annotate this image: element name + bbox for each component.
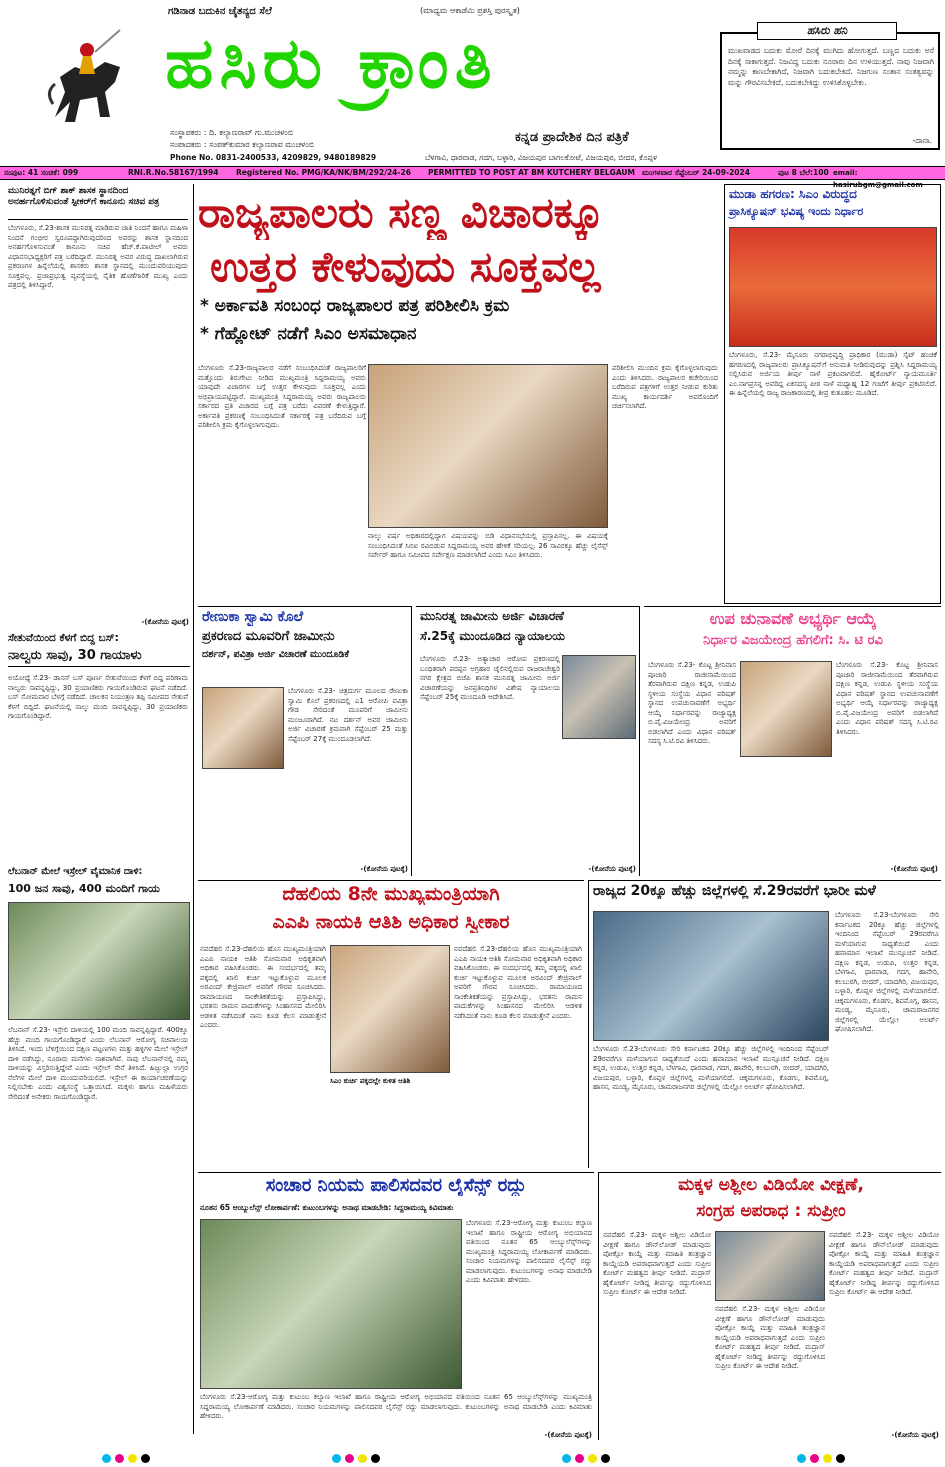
thought-box-title: ಹಸಿರು ಹನಿ [757, 22, 897, 40]
bypoll-text: ಬೆಂಗಳೂರು ಸೆ.23- ಕೊಟ್ಟ ಶ್ರೀನಿವಾಸ ಪೂಜಾರಿ ರಾಜೀನಾಮೆಯಿಂದ ತೆರವಾಗಿರುವ ದಕ್ಷಿಣ ಕನ್ನಡ, ಉಡುಪಿ ಸ್ಥಳೀಯ ಸಂಸ್ಥೆಯ ವಿಧಾನ ಪರಿಷತ್ ಸ್ಥಾನದ ಉಪಚುನಾವಣೆಗೆ ಅಭ್ಯರ್ಥಿ ಆಯ್ಕೆ ನಿರ್ಧಾರವನ್ನು ರಾಜ್ಯಾಧ್ಯಕ್ಷ ಬಿ.ವೈ.ವಿಜಯೇಂದ್ರ ಅವರಿಗೆ ಬಿಡಲಾಗಿದೆ ಎಂದು ವಿಧಾನ ಪರಿಷತ್ ಸದಸ್ಯ ಸಿ.ಟಿ.ರವಿ ತಿಳಿಸಿದರು. [648, 661, 736, 745]
renuka-headline-3: ದರ್ಶನ್, ಪವಿತ್ರಾ ಅರ್ಜಿ ವಿಚಾರಣೆ ಮುಂದೂಡಿಕೆ [202, 649, 350, 660]
license-subhead: ನೂತನ 65 ಆಂಬ್ಯುಲೆನ್ಸ್ ಲೋಕಾರ್ಪಣೆ: ಕುಟುಂಬಗಳನ್ನು ಅನಾಥ ಮಾಡಬೇಡಿ: ಸಿದ್ದರಾಮಯ್ಯ ಕಿವಿಮಾತು [200, 1203, 454, 1212]
issue-number: ಸಂಪುಟ: 41 ಸಂಚಿಕೆ: 099 [4, 168, 79, 177]
rain-text-right: ಬೆಂಗಳೂರು ಸೆ.23-ಬೆಂಗಳೂರು ಸೇರಿ ಕರ್ನಾಟಕದ 20ಕ್ಕೂ ಹೆಚ್ಚು ಜಿಲ್ಲೆಗಳಲ್ಲಿ ಇಂದಿನಿಂದ ಸೆಪ್ಟೆಂಬರ್ 29ರವರೆಗೂ ಮಳೆಯಾಗುವ ಸಾಧ್ಯತೆಯಿದೆ ಎಂದು ಹವಾಮಾನ ಇಲಾಖೆ ಮುನ್ಸೂಚನೆ ನೀಡಿದೆ. ದಕ್ಷಿಣ ಕನ್ನಡ, ಉಡುಪಿ, ಉತ್ತರ ಕನ್ನಡ, ಬೆಳಗಾವಿ, ಧಾರವಾಡ, ಗದಗ, ಹಾವೇರಿ, ಕಲಬುರಗಿ, ಬೀದರ್, ಯಾದಗಿರಿ, ವಿಜಯಪುರ, ಬಳ್ಳಾರಿ, ಕೊಪ್ಪಳ ಜಿಲ್ಲೆಗಳಲ್ಲಿ ಮಳೆಯಾಗಲಿದೆ. ಚಿಕ್ಕಮಗಳೂರು, ಕೊಡಗು, ಶಿವಮೊಗ್ಗ, ಹಾಸನ, ಮಂಡ್ಯ, ಮೈಸೂರು, ಚಾಮರಾಜನಗರ ಜಿಲ್ಲೆಗಳಲ್ಲಿ ಯೆಲ್ಲೋ ಅಲರ್ಟ್ ಘೋಷಿಸಲಾಗಿದೆ. [835, 911, 939, 1033]
bypoll-text-right: ಬೆಂಗಳೂರು ಸೆ.23- ಕೊಟ್ಟ ಶ್ರೀನಿವಾಸ ಪೂಜಾರಿ ರಾಜೀನಾಮೆಯಿಂದ ತೆರವಾಗಿರುವ ದಕ್ಷಿಣ ಕನ್ನಡ, ಉಡುಪಿ ಸ್ಥಳೀಯ ಸಂಸ್ಥೆಯ ವಿಧಾನ ಪರಿಷತ್ ಸ್ಥಾನದ ಉಪಚುನಾವಣೆಗೆ ಅಭ್ಯರ್ಥಿ ಆಯ್ಕೆ ನಿರ್ಧಾರವನ್ನು ರಾಜ್ಯಾಧ್ಯಕ್ಷ ಬಿ.ವೈ.ವಿಜಯೇಂದ್ರ ಅವರಿಗೆ ಬಿಡಲಾಗಿದೆ ಎಂದು ವಿಧಾನ ಪರಿಷತ್ ಸದಸ್ಯ ಸಿ.ಟಿ.ರವಿ ತಿಳಿಸಿದರು. [836, 661, 938, 736]
munirathna-photo [562, 655, 636, 739]
muda-headline-2: ಪ್ರಾಸಿಕ್ಯೂಷನ್ ಭವಿಷ್ಯ ಇಂದು ನಿರ್ಧಾರ [729, 205, 864, 218]
issue-date: ಮಂಗಳವಾರ ಸೆಪ್ಟೆಂಬರ್ 24-09-2024 [642, 168, 750, 177]
delhi-story [198, 880, 584, 1168]
left-column [4, 184, 194, 1434]
bypoll-byline: -(ಕೋನೆಯ ಪುಟಕ್ಕೆ) [890, 865, 938, 873]
left-story-headline: ಮುನಿರತ್ನಗೆ ಬಿಗ್ ಶಾಕ್ ಶಾಸಕ ಸ್ಥಾನದಿಂದ ಅನರ್ಹಗೊಳಿಸುವಂತೆ ಸ್ಪೀಕರ್‌ಗೆ ಕಾನೂನು ಸಚಿವ ಪತ್ರ [8, 186, 188, 220]
renuka-photo [202, 687, 284, 769]
rider-logo-icon [35, 22, 135, 142]
license-text-right: ಬೆಂಗಳೂರು ಸೆ.23-ಆರೋಗ್ಯ ಮತ್ತು ಕುಟುಂಬ ಕಲ್ಯಾಣ ಇಲಾಖೆ ಹಾಗೂ ರಾಷ್ಟ್ರೀಯ ಆರೋಗ್ಯ ಅಭಿಯಾನದ ವತಿಯಿಂದ ನೂತನ 65 ಆಂಬ್ಯುಲೆನ್ಸ್‌ಗಳನ್ನು ಮುಖ್ಯಮಂತ್ರಿ ಸಿದ್ದರಾಮಯ್ಯ ಲೋಕಾರ್ಪಣೆ ಮಾಡಿದರು. ಸಂಚಾರ ನಿಯಮಗಳನ್ನು ಪಾಲಿಸದವರ ಲೈಸೆನ್ಸ್ ರದ್ದು ಮಾಡಲಾಗುವುದು. ಕುಟುಂಬಗಳನ್ನು ಅನಾಥ ಮಾಡಬೇಡಿ ಎಂದು ಕಿವಿಮಾತು ಹೇಳಿದರು. [466, 1219, 592, 1284]
delhi-text-right: ನವದೆಹಲಿ ಸೆ.23-ದೆಹಲಿಯ ಹೊಸ ಮುಖ್ಯಮಂತ್ರಿಯಾಗಿ ಎಎಪಿ ನಾಯಕಿ ಆತಿಶಿ ಸೋಮವಾರ ಅಧಿಕೃತವಾಗಿ ಅಧಿಕಾರ ವಹಿಸಿಕೊಂಡರು. ಈ ಸಂದರ್ಭದಲ್ಲಿ ತಮ್ಮ ಪಕ್ಕದಲ್ಲಿ ಖಾಲಿ ಕುರ್ಚಿ ಇಟ್ಟುಕೊಳ್ಳುವ ಮೂಲಕ ಅರವಿಂದ್ ಕೇಜ್ರಿವಾಲ್ ಅವರಿಗೆ ಗೌರವ ಸೂಚಿಸಿದರು. ರಾಮಾಯಣದ ಸಾಂಕೇತಿಕತೆಯನ್ನು ಪ್ರಸ್ತಾಪಿಸಿದ್ದು, ಭರತನು ರಾಮನ ಪಾದುಕೆಗಳನ್ನು ಸಿಂಹಾಸನದ ಮೇಲಿರಿಸಿ ಆಡಳಿತ ನಡೆಸಿದಂತೆ ನಾನು ಕೂಡ ಕೆಲಸ ಮಾಡುತ್ತೇನೆ ಎಂದರು. [454, 945, 582, 1020]
lead-col1: ಬೆಂಗಳೂರು ಸೆ.23-ರಾಜ್ಯಪಾಲರ ನಡೆಗೆ ಸಂಬಂಧಿಸಿದಂತೆ ರಾಜ್ಯಪಾಲರಿಗೆ ಮತ್ತೊಂದು ತಿರುಗೇಟು ನೀಡಿದ ಮುಖ್ಯಮಂತ್ರಿ ಸಿದ್ದರಾಮಯ್ಯ ಅವರು ಯಾವುದೇ ವಿಚಾರಗಳ ಬಗ್ಗೆ ಉತ್ತರ ಕೇಳುವುದು ಸೂಕ್ತವಲ್ಲ ಎಂದು ಅಭಿಪ್ರಾಯಪಟ್ಟಿದ್ದಾರೆ. ಮುಖ್ಯಮಂತ್ರಿ ಸಿದ್ದರಾಮಯ್ಯ ಅವರು ರಾಜ್ಯಪಾಲರು ಸರ್ಕಾರದ ಪ್ರತಿ ವಿಚಾರದ ಬಗ್ಗೆ ಪತ್ರ ಬರೆದು ವಿವರಣೆ ಕೇಳುತ್ತಿದ್ದಾರೆ. ಅರ್ಕಾವತಿ ಪ್ರಕರಣಕ್ಕೆ ಸಂಬಂಧಿಸಿದಂತೆ ಸರ್ಕಾರಕ್ಕೆ ಪತ್ರ ಬರೆದಿರುವ ಬಗ್ಗೆ ಪರಿಶೀಲಿಸಿ ಕ್ರಮ ಕೈಗೊಳ್ಳಲಾಗುವುದು. [198, 364, 366, 429]
supreme-byline: -(ಕೋನೆಯ ಪುಟಕ್ಕೆ) [891, 1431, 939, 1439]
bus-text: ಅಯೋಧ್ಯೆ ಸೆ.23- ಡಾಸನ್ ಬಸ್ ಪೂರ್ಣ ಸೇತುವೆಯಿಂದ ಕೆಳಗೆ ಬಿದ್ದ ಪರಿಣಾಮ ನಾಲ್ವರು ಸಾವನ್ನಪ್ಪಿದ್ದು, 30 ಪ್ರಯಾಣಿಕರು ಗಾಯಗೊಂಡಿರುವ ಘಟನೆ ನಡೆದಿದೆ. ಬಸ್ ಸೋಮವಾರ ಬೆಳಗ್ಗೆ ನಡೆದಿದೆ. ಚಾಲಕನ ನಿಯಂತ್ರಣ ತಪ್ಪಿ ಸಮೀಪದ ಸೇತುವೆ ಕೆಳಗೆ ಬಿದ್ದಿದೆ. ಘಟನೆಯಲ್ಲಿ ನಾಲ್ಕು ಮಂದಿ ಸಾವನ್ನಪ್ಪಿದ್ದು, 30 ಪ್ರಯಾಣಿಕರು ಗಾಯಗೊಂಡಿದ್ದಾರೆ. [8, 674, 188, 720]
registration-marks-center [330, 1448, 390, 1460]
license-byline: -(ಕೋನೆಯ ಪುಟಕ್ಕೆ) [544, 1431, 592, 1439]
permit: PERMITTED TO POST AT BM KUTCHERY BELGAUM [428, 168, 635, 177]
lead-headline-2: ಉತ್ತರ ಕೇಳುವುದು ಸೂಕ್ತವಲ್ಲ [210, 242, 601, 291]
muda-photo [729, 227, 937, 347]
renuka-text: ಬೆಂಗಳೂರು ಸೆ.23- ಚಿತ್ರದುರ್ಗ ಮೂಲದ ರೇಣುಕಾ ಸ್ವಾಮಿ ಕೊಲೆ ಪ್ರಕರಣದಲ್ಲಿ ಎ1 ಆರೋಪಿ ಪವಿತ್ರಾ ಗೌಡ ಸೇರಿದಂತೆ ಮೂವರಿಗೆ ಜಾಮೀನು ಮಂಜೂರಾಗಿದೆ. ನಟ ದರ್ಶನ್ ಅವರ ಜಾಮೀನು ಅರ್ಜಿ ವಿಚಾರಣೆ ಕ್ರಮವಾಗಿ ಸೆಪ್ಟೆಂಬರ್ 25 ಮತ್ತು ಸೆಪ್ಟೆಂಬರ್ 27ಕ್ಕೆ ಮುಂದೂಡಲಾಗಿದೆ. [288, 687, 408, 743]
email: email: hasirubgm@gmail.com [833, 169, 923, 189]
regions: ಬೆಳಗಾವಿ, ಧಾರವಾಡ, ಗದಗ, ಬಳ್ಳಾರಿ, ವಿಜಯಪುರ ಬಾಗಲಕೋಟೆ, ವಿಜಯಪುರ, ಬೀದರ, ಕೊಪ್ಪಳ [425, 153, 658, 162]
delhi-headline-1: ದೆಹಲಿಯ 8ನೇ ಮುಖ್ಯಮಂತ್ರಿಯಾಗಿ [282, 883, 500, 905]
lebanon-headline-2: 100 ಜನ ಸಾವು, 400 ಮಂದಿಗೆ ಗಾಯ [8, 882, 160, 895]
bypoll-headline-2: ನಿರ್ಧಾರ ವಿಜಯೇಂದ್ರ ಹೆಗಲಿಗೆ: ಸಿ. ಟಿ ರವಿ [703, 633, 883, 648]
subtitle: ಕನ್ನಡ ಪ್ರಾದೇಶಿಕ ದಿನ ಪತ್ರಿಕೆ [515, 130, 629, 145]
supreme-headline-2: ಸಂಗ್ರಹ ಅಪರಾಧ : ಸುಪ್ರೀಂ [696, 1201, 846, 1221]
lebanon-text: ಲೆಬನಾನ್ ಸೆ.23- ಇಸ್ರೇಲಿ ದಾಳಿಯಲ್ಲಿ 100 ಮಂದಿ ಸಾವನ್ನಪ್ಪಿದ್ದಾರೆ. 400ಕ್ಕೂ ಹೆಚ್ಚು ಮಂದಿ ಗಾಯಗೊಂಡಿದ್ದಾರೆ ಎಂದು ಲೆಬನಾನ್ ಆರೋಗ್ಯ ಸಚಿವಾಲಯ ತಿಳಿಸಿದೆ. ಇಂದು ಬೆಳಿಗ್ಗೆಯಿಂದ ದಕ್ಷಿಣ ಪಟ್ಟಣಗಳು ಮತ್ತು ಹಳ್ಳಿಗಳ ಮೇಲೆ ಇಸ್ರೇಲ್ ದಾಳಿ ನಡೆಸಿದ್ದು, ನೂರಾರು ಮನೆಗಳು ನಾಶವಾಗಿವೆ. ನಾವು ಲೆಬನಾನ್‌ನಲ್ಲಿ ನಮ್ಮ ದಾಳಿಯನ್ನು ವಿಸ್ತರಿಸುತ್ತಿದ್ದೇವೆ ಎಂದು ಇಸ್ರೇಲ್ ಸೇನೆ ತಿಳಿಸಿದೆ. ಹಿಜ್ಬುಲ್ಲಾ ಉಗ್ರರ ನೆಲೆಗಳ ಮೇಲೆ ದಾಳಿ ಮುಂದುವರಿಯಲಿದೆ. ಇಸ್ರೇಲ್ ಈ ಕಾರ್ಯಾಚರಣೆಯನ್ನು ನಿಲ್ಲಿಸಬೇಕು ಎಂದು ವಿಶ್ವಸಂಸ್ಥೆ ಒತ್ತಾಯಿಸಿದೆ. ಮಕ್ಕಳು ಹಾಗೂ ಮಹಿಳೆಯರು ಸೇರಿದಂತೆ ಅನೇಕರು ಗಾಯಗೊಂಡಿದ್ದಾರೆ. [8, 1026, 188, 1101]
bus-headline-1: ಸೇತುವೆಯಿಂದ ಕೆಳಗೆ ಬಿದ್ದ ಬಸ್: [8, 632, 119, 644]
lead-bullet-2: * ಗೆಹ್ಲೋಟ್ ನಡೆಗೆ ಸಿಎಂ ಅಸಮಾಧಾನ [200, 324, 417, 344]
bypoll-photo [740, 661, 832, 757]
phone: Phone No. 0831-2400533, 4209829, 9480189829 [170, 153, 377, 162]
rain-story [588, 880, 941, 1168]
munirathna-text: ಬೆಂಗಳೂರು ಸೆ.23- ಅತ್ಯಾಚಾರ ಆರೋಪ ಪ್ರಕರಣದಲ್ಲಿ ಬಂಧಿತರಾಗಿ ಪರಪ್ಪನ ಅಗ್ರಹಾರ ಜೈಲಿನಲ್ಲಿರುವ ರಾಜರಾಜೇಶ್ವರಿ ನಗರ ಕ್ಷೇತ್ರದ ಬಿಜೆಪಿ ಶಾಸಕ ಮುನಿರತ್ನ ಜಾಮೀನು ಅರ್ಜಿ ವಿಚಾರಣೆಯನ್ನು ಜನಪ್ರತಿನಿಧಿಗಳ ವಿಶೇಷ ನ್ಯಾಯಾಲಯ ಸೆಪ್ಟೆಂಬರ್ 25ಕ್ಕೆ ಮುಂದೂಡಿ ಆದೇಶಿಸಿದೆ. [420, 655, 560, 701]
renuka-story [198, 606, 412, 876]
rain-text: ಬೆಂಗಳೂರು ಸೆ.23-ಬೆಂಗಳೂರು ಸೇರಿ ಕರ್ನಾಟಕದ 20ಕ್ಕೂ ಹೆಚ್ಚು ಜಿಲ್ಲೆಗಳಲ್ಲಿ ಇಂದಿನಿಂದ ಸೆಪ್ಟೆಂಬರ್ 29ರವರೆಗೂ ಮಳೆಯಾಗುವ ಸಾಧ್ಯತೆಯಿದೆ ಎಂದು ಹವಾಮಾನ ಇಲಾಖೆ ಮುನ್ಸೂಚನೆ ನೀಡಿದೆ. ದಕ್ಷಿಣ ಕನ್ನಡ, ಉಡುಪಿ, ಉತ್ತರ ಕನ್ನಡ, ಬೆಳಗಾವಿ, ಧಾರವಾಡ, ಗದಗ, ಹಾವೇರಿ, ಕಲಬುರಗಿ, ಬೀದರ್, ಯಾದಗಿರಿ, ವಿಜಯಪುರ, ಬಳ್ಳಾರಿ, ಕೊಪ್ಪಳ ಜಿಲ್ಲೆಗಳಲ್ಲಿ ಮಳೆಯಾಗಲಿದೆ. ಚಿಕ್ಕಮಗಳೂರು, ಕೊಡಗು, ಶಿವಮೊಗ್ಗ, ಹಾಸನ, ಮಂಡ್ಯ, ಮೈಸೂರು, ಚಾಮರಾಜನಗರ ಜಿಲ್ಲೆಗಳಲ್ಲಿ ಯೆಲ್ಲೋ ಅಲರ್ಟ್ ಘೋಷಿಸಲಾಗಿದೆ. [593, 1045, 829, 1091]
muda-text: ಬೆಂಗಳೂರು, ಸೆ.23- ಮೈಸೂರು ನಗರಾಭಿವೃದ್ಧಿ ಪ್ರಾಧಿಕಾರ (ಮುಡಾ) ಸೈಟ್ ಹಂಚಿಕೆ ಹಗರಣದಲ್ಲಿ ರಾಜ್ಯಪಾಲರು ಪ್ರಾಸಿಕ್ಯೂಷನ್‌ಗೆ ಅನುಮತಿ ನೀಡಿರುವುದನ್ನು ಪ್ರಶ್ನಿಸಿ ಸಿದ್ದರಾಮಯ್ಯ ಸಲ್ಲಿಸಿರುವ ಅರ್ಜಿಯ ತೀರ್ಪು ನಾಳೆ ಪ್ರಕಟವಾಗಲಿದೆ. ಹೈಕೋರ್ಟ್ ನ್ಯಾಯಮೂರ್ತಿ ಎಂ.ನಾಗಪ್ರಸನ್ನ ಅವರಿದ್ದ ಏಕಸದಸ್ಯ ಪೀಠ ನಾಳೆ ಮಧ್ಯಾಹ್ನ 12 ಗಂಟೆಗೆ ತೀರ್ಪು ಪ್ರಕಟಿಸಲಿದೆ. ಈ ಹಿನ್ನೆಲೆಯಲ್ಲಿ ರಾಜ್ಯ ರಾಜಕಾರಣದಲ್ಲಿ ತೀವ್ರ ಕುತೂಹಲ ಮೂಡಿದೆ. [729, 351, 937, 397]
munirathna-headline-1: ಮುನಿರತ್ನ ಜಾಮೀನು ಅರ್ಜಿ ವಿಚಾರಣೆ [420, 609, 564, 623]
thought-box [720, 24, 940, 150]
newspaper-title: ಹಸಿರು ಕ್ರಾಂತಿ [165, 22, 498, 104]
renuka-byline: -(ಕೋನೆಯ ಪುಟಕ್ಕೆ) [360, 865, 408, 873]
registration-marks-center2 [560, 1448, 620, 1460]
lead-headline-1: ರಾಜ್ಯಪಾಲರು ಸಣ್ಣ ವಿಚಾರಕ್ಕೂ [198, 188, 604, 237]
delhi-text: ನವದೆಹಲಿ ಸೆ.23-ದೆಹಲಿಯ ಹೊಸ ಮುಖ್ಯಮಂತ್ರಿಯಾಗಿ ಎಎಪಿ ನಾಯಕಿ ಆತಿಶಿ ಸೋಮವಾರ ಅಧಿಕೃತವಾಗಿ ಅಧಿಕಾರ ವಹಿಸಿಕೊಂಡರು. ಈ ಸಂದರ್ಭದಲ್ಲಿ ತಮ್ಮ ಪಕ್ಕದಲ್ಲಿ ಖಾಲಿ ಕುರ್ಚಿ ಇಟ್ಟುಕೊಳ್ಳುವ ಮೂಲಕ ಅರವಿಂದ್ ಕೇಜ್ರಿವಾಲ್ ಅವರಿಗೆ ಗೌರವ ಸೂಚಿಸಿದರು. ರಾಮಾಯಣದ ಸಾಂಕೇತಿಕತೆಯನ್ನು ಪ್ರಸ್ತಾಪಿಸಿದ್ದು, ಭರತನು ರಾಮನ ಪಾದುಕೆಗಳನ್ನು ಸಿಂಹಾಸನದ ಮೇಲಿರಿಸಿ ಆಡಳಿತ ನಡೆಸಿದಂತೆ ನಾನು ಕೂಡ ಕೆಲಸ ಮಾಡುತ್ತೇನೆ ಎಂದರು. [200, 945, 326, 1029]
supreme-story [598, 1172, 941, 1440]
thought-box-signature: -ದಾನಾ. [912, 136, 932, 145]
bypoll-headline-1: ಉಪ ಚುನಾವಣೆ ಅಭ್ಯರ್ಥಿ ಆಯ್ಕೆ [709, 609, 877, 628]
right-top-box [724, 184, 941, 604]
lead-bullet-1: * ಅರ್ಕಾವತಿ ಸಂಬಂಧ ರಾಜ್ಯಪಾಲರ ಪತ್ರ ಪರಿಶೀಲಿಸಿ ಕ್ರಮ [200, 296, 510, 316]
rni-number: RNI.R.No.58167/1994 [128, 168, 219, 177]
license-text: ಬೆಂಗಳೂರು ಸೆ.23-ಆರೋಗ್ಯ ಮತ್ತು ಕುಟುಂಬ ಕಲ್ಯಾಣ ಇಲಾಖೆ ಹಾಗೂ ರಾಷ್ಟ್ರೀಯ ಆರೋಗ್ಯ ಅಭಿಯಾನದ ವತಿಯಿಂದ ನೂತನ 65 ಆಂಬ್ಯುಲೆನ್ಸ್‌ಗಳನ್ನು ಮುಖ್ಯಮಂತ್ರಿ ಸಿದ್ದರಾಮಯ್ಯ ಲೋಕಾರ್ಪಣೆ ಮಾಡಿದರು. ಸಂಚಾರ ನಿಯಮಗಳನ್ನು ಪಾಲಿಸದವರ ಲೈಸೆನ್ಸ್ ರದ್ದು ಮಾಡಲಾಗುವುದು. ಕುಟುಂಬಗಳನ್ನು ಅನಾಥ ಮಾಡಬೇಡಿ ಎಂದು ಕಿವಿಮಾತು ಹೇಳಿದರು. [200, 1393, 592, 1420]
lebanon-headline-1: ಲೆಬನಾನ್ ಮೇಲೆ ಇಸ್ರೇಲ್ ವೈಮಾನಿಕ ದಾಳಿ: [8, 866, 143, 877]
license-photo [200, 1219, 462, 1389]
price: ಪುಟ 8 ಬೆಲೆ:100 [778, 168, 829, 177]
delhi-photo [330, 945, 450, 1073]
registration-marks-right [795, 1448, 855, 1460]
info-bar [0, 166, 945, 189]
lead-col2: ಪರಿಶೀಲಿಸಿ ಮುಂದಿನ ಕ್ರಮ ಕೈಗೊಳ್ಳಲಾಗುವುದು ಎಂದು ತಿಳಿಸಿದರು. ರಾಜ್ಯಪಾಲರ ಕಚೇರಿಯಿಂದ ಬರೆದಿರುವ ಪತ್ರಗಳಿಗೆ ಉತ್ತರ ನೀಡುವ ಕುರಿತು ಮುಖ್ಯ ಕಾರ್ಯದರ್ಶಿ ಅವರೊಂದಿಗೆ ಚರ್ಚಿಸಲಾಗಿದೆ. [612, 364, 718, 410]
left-story-text: ಬೆಂಗಳೂರು, ಸೆ.23-ಶಾಸಕ ಮುನಿರತ್ನ ಮಾಡಿರುವ ಜಾತಿ ನಿಂದನೆ ಹಾಗೂ ಮಹಿಳಾ ನಿಂದನೆ ಗಂಭೀರ ಸ್ವರೂಪದ್ದಾಗಿರುವುದರಿಂದ ಅವರನ್ನು ಶಾಸಕ ಸ್ಥಾನದಿಂದ ಅನರ್ಹಗೊಳಿಸುವಂತೆ ಕಾನೂನು ಸಚಿವ ಹೆಚ್.ಕೆ.ಪಾಟೀಲ್ ಅವರು ವಿಧಾನಸಭಾಧ್ಯಕ್ಷರಿಗೆ ಪತ್ರ ಬರೆದಿದ್ದಾರೆ. ಮುನಿರತ್ನ ಅವರ ವಿರುದ್ಧ ದಾಖಲಾಗಿರುವ ಪ್ರಕರಣಗಳ ಹಿನ್ನೆಲೆಯಲ್ಲಿ ಶಾಸಕರು ಶಾಸಕ ಸ್ಥಾನದಲ್ಲಿ ಮುಂದುವರಿಯುವುದು ಸೂಕ್ತವಲ್ಲ. ಪ್ರಜಾಪ್ರಭುತ್ವ ವ್ಯವಸ್ಥೆಯಲ್ಲಿ ನೈತಿಕ ಹೊಣೆಗಾರಿಕೆ ಮುಖ್ಯ ಎಂದು ಪತ್ರದಲ್ಲಿ ತಿಳಿಸಿದ್ದಾರೆ. [8, 224, 188, 289]
supreme-text-right: ನವದೆಹಲಿ ಸೆ.23- ಮಕ್ಕಳ ಅಶ್ಲೀಲ ವಿಡಿಯೋ ವೀಕ್ಷಣೆ ಹಾಗೂ ಡೌನ್‌ಲೋಡ್ ಮಾಡುವುದು ಪೋಕ್ಸೋ ಕಾಯ್ದೆ ಮತ್ತು ಮಾಹಿತಿ ತಂತ್ರಜ್ಞಾನ ಕಾಯ್ದೆಯಡಿ ಅಪರಾಧವಾಗುತ್ತದೆ ಎಂದು ಸುಪ್ರೀಂ ಕೋರ್ಟ್ ಮಹತ್ವದ ತೀರ್ಪು ನೀಡಿದೆ. ಮದ್ರಾಸ್ ಹೈಕೋರ್ಟ್ ನೀಡಿದ್ದ ತೀರ್ಪನ್ನು ರದ್ದುಗೊಳಿಸಿದ ಸುಪ್ರೀಂ ಕೋರ್ಟ್ ಈ ಆದೇಶ ನೀಡಿದೆ. [829, 1231, 939, 1296]
supreme-text-mid: ನವದೆಹಲಿ ಸೆ.23- ಮಕ್ಕಳ ಅಶ್ಲೀಲ ವಿಡಿಯೋ ವೀಕ್ಷಣೆ ಹಾಗೂ ಡೌನ್‌ಲೋಡ್ ಮಾಡುವುದು ಪೋಕ್ಸೋ ಕಾಯ್ದೆ ಮತ್ತು ಮಾಹಿತಿ ತಂತ್ರಜ್ಞಾನ ಕಾಯ್ದೆಯಡಿ ಅಪರಾಧವಾಗುತ್ತದೆ ಎಂದು ಸುಪ್ರೀಂ ಕೋರ್ಟ್ ಮಹತ್ವದ ತೀರ್ಪು ನೀಡಿದೆ. ಮದ್ರಾಸ್ ಹೈಕೋರ್ಟ್ ನೀಡಿದ್ದ ತೀರ್ಪನ್ನು ರದ್ದುಗೊಳಿಸಿದ ಸುಪ್ರೀಂ ಕೋರ್ಟ್ ಈ ಆದೇಶ ನೀಡಿದೆ. [715, 1305, 825, 1370]
motto: (ಮಾಧ್ಯಮ ಆಕಾಡೆಮಿ ಪ್ರಶಸ್ತಿ ಪುರಸ್ಕೃತ) [420, 6, 520, 15]
reg-number: Registered No. PMG/KA/NK/BM/292/24-26 [236, 168, 411, 177]
lead-col3: ನಾಲ್ಕು ವರ್ಷ ಅಧಿಕಾರದಲ್ಲಿದ್ದಾಗ ವಿಷಯವನ್ನು ಬಿಡಿ ವಿಧಾನಸಭೆಯಲ್ಲಿ ಪ್ರಸ್ತಾಪಿಸಲ್ಲ. ಈ ವಿಷಯಕ್ಕೆ ಸಂಬಂಧಿಸಿದಂತೆ ಸಿಬಿಐ ರವಿಬಿಡುವ ಸಿದ್ದರಾಮಯ್ಯ ಅವರ ಹೇಳಿಕೆ ಸರಿಯಲ್ಲ. 26 ಸಾವಿರಕ್ಕೂ ಹೆಚ್ಚು ಲೈಸೆನ್ಸ್ ಸರ್ವೇರ್ ಹಾಗೂ ಸಮೀಪದ ಸರ್ವೇಕ್ಷಣ ಮಾಡಲಾಗಿದೆ ಎಂದು ಸಿಎಂ ತಿಳಿಸಿದರು. [368, 532, 608, 559]
left-story-byline: -(ಕೋನೆಯ ಪುಟಕ್ಕೆ) [141, 618, 189, 626]
delhi-headline-2: ಎಎಪಿ ನಾಯಕಿ ಆತಿಶಿ ಅಧಿಕಾರ ಸ್ವೀಕಾರ [272, 911, 510, 933]
supreme-photo [715, 1231, 825, 1301]
renuka-headline-2: ಪ್ರಕರಣದ ಮೂವರಿಗೆ ಜಾಮೀನು [202, 629, 335, 644]
thought-box-text: ಮುಖವಾಡದ ಬದುಕು ಮೋರೆ ದಿನಕ್ಕೆ ಮುಗಿದು ಹೋಗುತ್ತದೆ. ಬಣ್ಣದ ಬದುಕು ಅರೆ ದಿನಕ್ಕೆ ಸಾಕಾಗುತ್ತದೆ. ನಿಜವಿದ್ದ ಬದುಕು ನೂರಾರು ದಿನ ಉಳಿಯುತ್ತದೆ. ನಾವು ನಿಜವಾಗಿ ನಮ್ಮನ್ನು ಕಾಣಬೇಕಾಗಿದೆ, ನಿಜವಾಗಿ ಬದುಕಬೇಕಿದೆ. ನಿಜಗುಣ ಸಂತಾನ ಸಂತತ್ವವನ್ನು ಮನ್ನು ಗೌರವಿಸಬೇಕಿದೆ, ಬದುಕಬೇಕಿದ್ದು ಉಳಿಸಿಕೊಳ್ಳಬೇಕು. [728, 46, 934, 87]
renuka-headline-1: ರೇಣುಕಾ ಸ್ವಾಮಿ ಕೊಲೆ [202, 609, 304, 625]
munirathna-headline-2: ಸೆ.25ಕ್ಕೆ ಮುಂದೂಡಿದ ನ್ಯಾಯಾಲಯ [420, 629, 566, 643]
supreme-headline-1: ಮಕ್ಕಳ ಅಶ್ಲೀಲ ವಿಡಿಯೋ ವೀಕ್ಷಣೆ, [678, 1175, 864, 1195]
supreme-text: ನವದೆಹಲಿ ಸೆ.23- ಮಕ್ಕಳ ಅಶ್ಲೀಲ ವಿಡಿಯೋ ವೀಕ್ಷಣೆ ಹಾಗೂ ಡೌನ್‌ಲೋಡ್ ಮಾಡುವುದು ಪೋಕ್ಸೋ ಕಾಯ್ದೆ ಮತ್ತು ಮಾಹಿತಿ ತಂತ್ರಜ್ಞಾನ ಕಾಯ್ದೆಯಡಿ ಅಪರಾಧವಾಗುತ್ತದೆ ಎಂದು ಸುಪ್ರೀಂ ಕೋರ್ಟ್ ಮಹತ್ವದ ತೀರ್ಪು ನೀಡಿದೆ. ಮದ್ರಾಸ್ ಹೈಕೋರ್ಟ್ ನೀಡಿದ್ದ ತೀರ್ಪನ್ನು ರದ್ದುಗೊಳಿಸಿದ ಸುಪ್ರೀಂ ಕೋರ್ಟ್ ಈ ಆದೇಶ ನೀಡಿದೆ. [603, 1231, 711, 1296]
delhi-caption: ಸಿಎಂ ಕುರ್ಚಿ ಪಕ್ಕದಲ್ಲೇ ಕುಳಿತ ಆತಿಶಿ [330, 1077, 411, 1085]
munirathna-story [416, 606, 640, 876]
lead-photo [368, 364, 608, 528]
editor: ಸಂಪಾದಕರು : ಸಂಪತ್‌ಕುಮಾರ ಕಲ್ಯಾಣರಾವ ಮುಚಳಂಬಿ [170, 140, 315, 149]
registration-marks-left [100, 1448, 160, 1460]
bypoll-story [644, 606, 941, 876]
muda-headline-1: ಮುಡಾ ಹಗರಣ: ಸಿಎಂ ವಿರುದ್ಧದ [729, 187, 857, 201]
munirathna-byline: -(ಕೋನೆಯ ಪುಟಕ್ಕೆ) [588, 865, 636, 873]
license-story [198, 1172, 594, 1440]
rain-photo [593, 911, 829, 1041]
founder: ಸಂಸ್ಥಾಪಕರು : ದಿ. ಕಲ್ಯಾಣರಾವ್ ಗು.ಮುಚಳಂಬಿ [170, 128, 294, 137]
license-headline: ಸಂಚಾರ ನಿಯಮ ಪಾಲಿಸದವರ ಲೈಸೆನ್ಸ್ ರದ್ದು [265, 1175, 527, 1196]
tagline: ಗಡಿನಾಡ ಬದುಕಿನ ಚೈತನ್ಯದ ಸೆಲೆ [168, 6, 272, 17]
masthead [0, 0, 945, 167]
rain-headline: ರಾಜ್ಯದ 20ಕ್ಕೂ ಹೆಚ್ಚು ಜಿಲ್ಲೆಗಳಲ್ಲಿ ಸೆ.29ರವರೆಗೆ ಭಾರೀ ಮಳೆ [593, 883, 876, 899]
lebanon-photo [8, 902, 190, 1020]
bus-headline-2: ನಾಲ್ವರು ಸಾವು, 30 ಗಾಯಾಳು [8, 648, 190, 667]
